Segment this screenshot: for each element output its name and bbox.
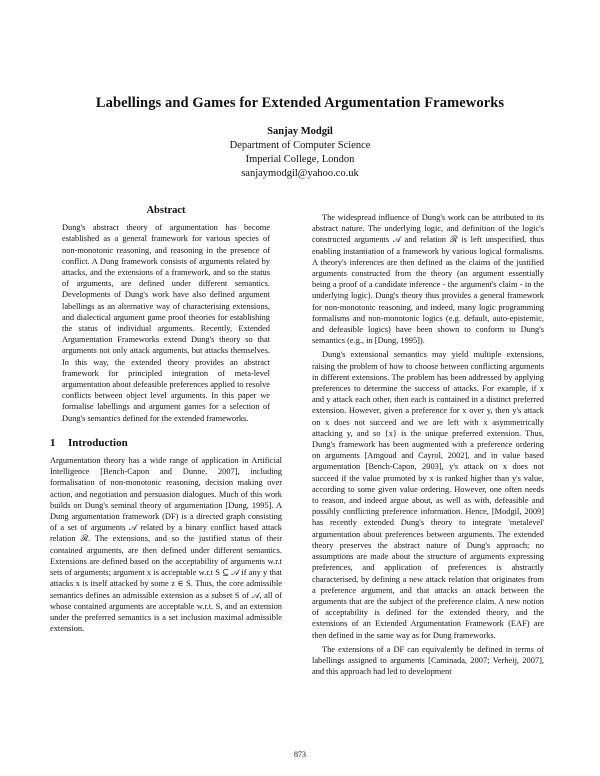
author-email: sanjaymodgil@yahoo.co.uk bbox=[241, 168, 359, 179]
author-block bbox=[0, 125, 600, 181]
author-name: Sanjay Modgil bbox=[267, 126, 333, 137]
author-institution: Imperial College, London bbox=[245, 154, 355, 165]
left-column bbox=[50, 205, 282, 634]
paper-title: Labellings and Games for Extended Argumentation Frameworks bbox=[95, 95, 505, 111]
page-number: 873 bbox=[294, 750, 306, 759]
author-department: Department of Computer Science bbox=[229, 140, 371, 151]
right-paragraph-3: The extensions of a DF can equivalently be defined in terms of labellings assigned to arguments [Caminada, 2007; Verheij, 2007], and this approach had led to development bbox=[312, 644, 544, 677]
introduction-paragraph: Argumentation theory has a wide range of application in Artificial Intelligence [Bench-Capon and Dunne, 2007], including formalisation of non-monotonic reasoning, decision making over action, and negotiation and persuasion dialogues. Much of this work builds on Dung's seminal theory of argumentation [Dung, 1995]. A Dung argumentation framework (DF) is a directed graph consisting of a set of arguments 𝒜 related by a binary conflict based attack relation ℛ. The extensions, and so the justified status of their contained arguments, are then defined under different semantics. Extensions are defined based on the acceptability of arguments w.r.t sets of arguments; argument x is acceptable w.r.t S ⊆ 𝒜 if any y that attacks x is itself attacked by some z ∈ S. Thus, the core admissible semantics defines an admissible extension as a subset S of 𝒜, all of whose contained arguments are acceptable w.r.t. S, and an extension under the preferred semantics is a set inclusion maximal admissible extension. bbox=[50, 456, 282, 634]
abstract-text: Dung's abstract theory of argumentation has become established as a general framework for various species of non-monotonic reasoning, and reasoning in the presence of conflict. A Dung framework consists of arguments related by attacks, and the extensions of a framework, and so the status of arguments, are defined under different semantics. Developments of Dung's work have also defined argument labellings as an alternative way of characterising extensions, and dialectical argument game proof theories for establishing the status of individual arguments. Recently, Extended Argumentation Frameworks extend Dung's theory so that arguments not only attack arguments, but attacks themselves. In this way, the extended theory provides an abstract framework for principled integration of meta-level argumentation about defeasible preferences applied to resolve conflicts between object level arguments. In this paper we formalise labellings and argument games for a selection of Dung's semantics defined for the extended frameworks. bbox=[62, 223, 270, 423]
abstract-heading: Abstract bbox=[146, 205, 186, 216]
right-paragraph-1: The widespread influence of Dung's work can be attributed to its abstract nature. The underlying logic, and definition of the logic's constructed arguments 𝒜 and relation ℛ is left unspecified, thus enabling instantiation of a framework by various logical formalisms. A theory's inferences are then defined as the claims of the justified arguments constructed from the theory (an argument essentially being a proof of a candidate inference - the argument's claim - in the underlying logic). Dung's theory thus provides a general framework for non-monotonic reasoning, and indeed, many logic programming formalisms and non-monotonic logics (e.g. default, auto-epistemic, and defeasible logics) have been shown to conform to Dung's semantics (e.g., in [Dung, 1995]). bbox=[312, 213, 544, 346]
section-title: Introduction bbox=[68, 436, 128, 449]
right-paragraph-2: Dung's extensional semantics may yield multiple extensions, raising the problem of how to choose between conflicting arguments in different extensions. The problem has been addressed by applying preferences to determine the success of attacks. For example, if x and y attack each other, then each is contained in a distinct preferred extension. However, given a preference for x over y, then y's attack on x does not succeed and we are left with x asymmetrically attacking y, and so {x} is the unique preferred extension. Thus, Dung's framework has been augmented with a preference ordering on arguments [Amgoud and Cayrol, 2002], and in value based argumentation [Bench-Capon, 2003], y's attack on x does not succeed if the value promoted by x is ranked higher than y's value, according to some given value ordering. However, one often needs to reason, and indeed argue about, as well as with, defeasible and possibly conflicting preference information. Hence, [Modgil, 2009] has recently extended Dung's theory to integrate 'metalevel' argumentation about preferences between arguments. The extended theory preserves the abstract nature of Dung's approach; no assumptions are made about the structure of arguments expressing preferences, and application of preferences is abstractly characterised, by defining a new attack relation that originates from a preference argument, and that attacks an attack between the arguments that are the subject of the preference claim. A new notion of acceptability is defined for the extended theory, and the extensions of an Extended Argumentation Framework (EAF) are then defined in the same way as for Dung frameworks. bbox=[312, 350, 544, 640]
section-number: 1 bbox=[50, 436, 56, 449]
section-heading-introduction bbox=[50, 438, 282, 449]
right-column bbox=[312, 212, 544, 677]
